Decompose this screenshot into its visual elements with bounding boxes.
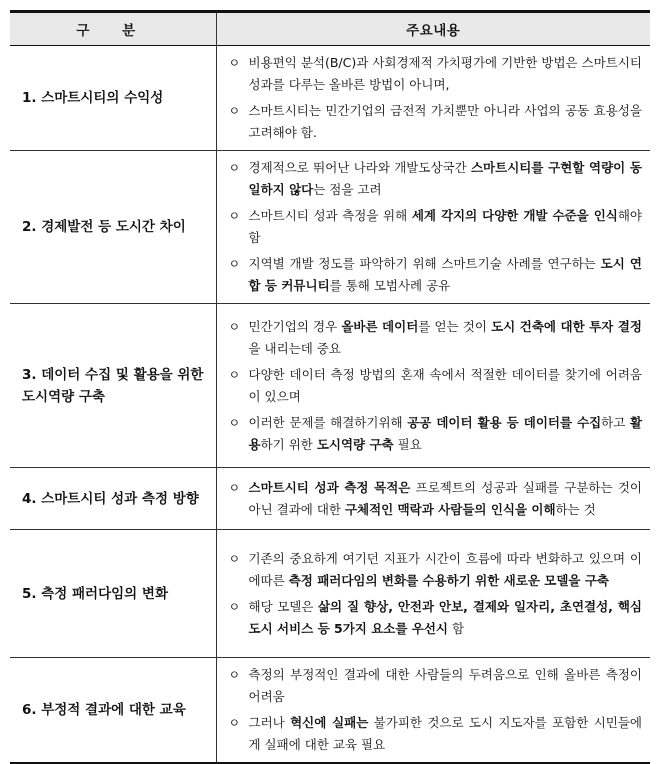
list-item [225,52,643,96]
item-text: 해당 모델은 [248,598,318,614]
list-item [225,100,643,144]
item-text: 스마트시티는 민간기업의 금전적 가치뿐만 아니라 사업의 공동 효용성을 고려해야 함. [248,103,642,140]
circle-bullet-icon: ㅇ [228,415,241,430]
item-text: 하는 것 [555,501,596,517]
category-cell [10,530,216,658]
emphasis-text: 삶의 질 향상, 안전과 안보, 결제와 일자리, 초연결성, 핵심 도시 서비스 등 5가지 요소를 우선시 [248,598,642,636]
details-cell [216,530,650,658]
circle-bullet-icon: ㅇ [228,716,241,730]
emphasis-text: 구체적인 맥락과 사람들의 인식을 이해 [344,501,556,517]
emphasis-text: 공공 데이터 활용 등 데이터를 수집 [407,414,602,430]
category-label: 6. 부정적 결과에 대한 교육 [22,702,186,718]
category-label: 3. 데이터 수집 및 활용을 위한 도시역량 구축 [22,366,204,405]
list-item [225,316,643,360]
item-text: 경제적으로 뛰어난 나라와 개발도상국간 [248,160,471,175]
emphasis-text: 도시 건축에 대한 투자 결정 [491,318,643,334]
details-cell [216,46,650,151]
circle-bullet-icon: ㅇ [228,319,241,334]
list-item [225,712,643,756]
item-text: 스마트시티 성과 측정을 위해 [248,208,412,223]
table-body [10,46,650,764]
item-text: 다양한 데이터 측정 방법의 혼재 속에서 적절한 데이터를 찾기에 어려움이 있으며 [248,366,642,404]
category-cell [10,468,216,530]
emphasis-text: 세계 각지의 다양한 개발 수준을 인식 [411,208,618,223]
circle-bullet-icon: ㅇ [228,104,241,118]
circle-bullet-icon: ㅇ [228,668,241,682]
emphasis-text: 도시 연합 등 커뮤니티 [248,256,642,293]
table-header-row [10,12,650,46]
emphasis-text: 혁신에 실패는 [290,715,369,730]
list-item [225,253,643,297]
circle-bullet-icon: ㅇ [228,480,241,495]
category-label: 4. 스마트시티 성과 측정 방향 [22,490,199,507]
table-row [10,151,650,304]
category-cell [10,46,216,151]
list-item [225,157,643,201]
item-text: 기존의 중요하게 여기던 지표가 시간이 흐름에 따라 변화하고 있으며 이에따른 [248,550,642,588]
circle-bullet-icon: ㅇ [228,161,241,175]
item-text: 필요 [393,436,422,452]
list-item [225,548,643,592]
table-row [10,468,650,530]
header-contents: 주요내용 [216,12,650,46]
emphasis-text: 도시역량 구축 [316,436,394,452]
category-cell [10,304,216,468]
category-label: 5. 측정 패러다임의 변화 [22,585,168,602]
category-label: 2. 경제발전 등 도시간 차이 [22,219,186,235]
circle-bullet-icon: ㅇ [228,209,241,223]
header-category: 구 분 [10,12,216,46]
item-text: 하고 [601,414,630,430]
list-item [225,596,643,640]
item-text: 는 점을 고려 [313,182,382,197]
circle-bullet-icon: ㅇ [228,367,241,382]
item-text: 함 [448,620,465,636]
emphasis-text: 스마트시티를 구현할 역량이 동일하지 않다 [248,160,642,197]
list-item [225,364,643,408]
item-text: 불가피한 것으로 도시 지도자를 포함한 시민들에게 실패에 대한 교육 필요 [248,715,642,752]
table-row [10,658,650,764]
emphasis-text: 활용 [248,414,643,452]
circle-bullet-icon: ㅇ [228,56,241,70]
list-item [225,205,643,249]
circle-bullet-icon: ㅇ [228,599,241,614]
category-cell [10,151,216,304]
item-text: 해야함 [248,208,642,245]
category-label: 1. 스마트시티의 수익성 [22,90,164,106]
item-text: 프로젝트의 성공과 실패를 구분하는 것이 아닌 결과에 대한 [248,479,642,517]
item-text: 를 통해 모범사례 공유 [329,278,451,293]
table-row [10,530,650,658]
item-text: 을 내리는데 중요 [248,340,341,356]
list-item [225,412,643,456]
table-row [10,46,650,151]
item-text: 를 얻는 것이 [418,318,492,334]
item-text: 비용편익 분석(B/C)과 사회경제적 가치평가에 기반한 방법은 스마트시티 성과를 다루는 올바른 방법이 아니며, [248,55,642,92]
list-item [225,477,643,521]
emphasis-text: 올바른 데이터 [341,318,419,334]
details-cell [216,658,650,764]
table-row [10,304,650,468]
item-text: 지역별 개발 정도를 파악하기 위해 스마트기술 사례를 연구하는 [248,256,601,271]
circle-bullet-icon: ㅇ [228,257,241,271]
emphasis-text: 스마트시티 성과 측정 목적은 [248,479,411,495]
details-cell [216,151,650,304]
item-text: 하기 위한 [260,436,317,452]
circle-bullet-icon: ㅇ [228,551,241,566]
details-cell [216,468,650,530]
category-cell [10,658,216,764]
item-text: 측정의 부정적인 결과에 대한 사람들의 두려움으로 인해 올바른 측정이 어려움 [248,667,642,704]
emphasis-text: 측정 패러다임의 변화를 수용하기 위한 새로운 모델을 구축 [288,572,609,588]
item-text: 이러한 문제를 해결하기위해 [248,414,408,430]
item-text: 그러나 [248,715,291,730]
list-item [225,664,643,708]
summary-table [10,10,650,764]
details-cell [216,304,650,468]
item-text: 민간기업의 경우 [248,318,342,334]
